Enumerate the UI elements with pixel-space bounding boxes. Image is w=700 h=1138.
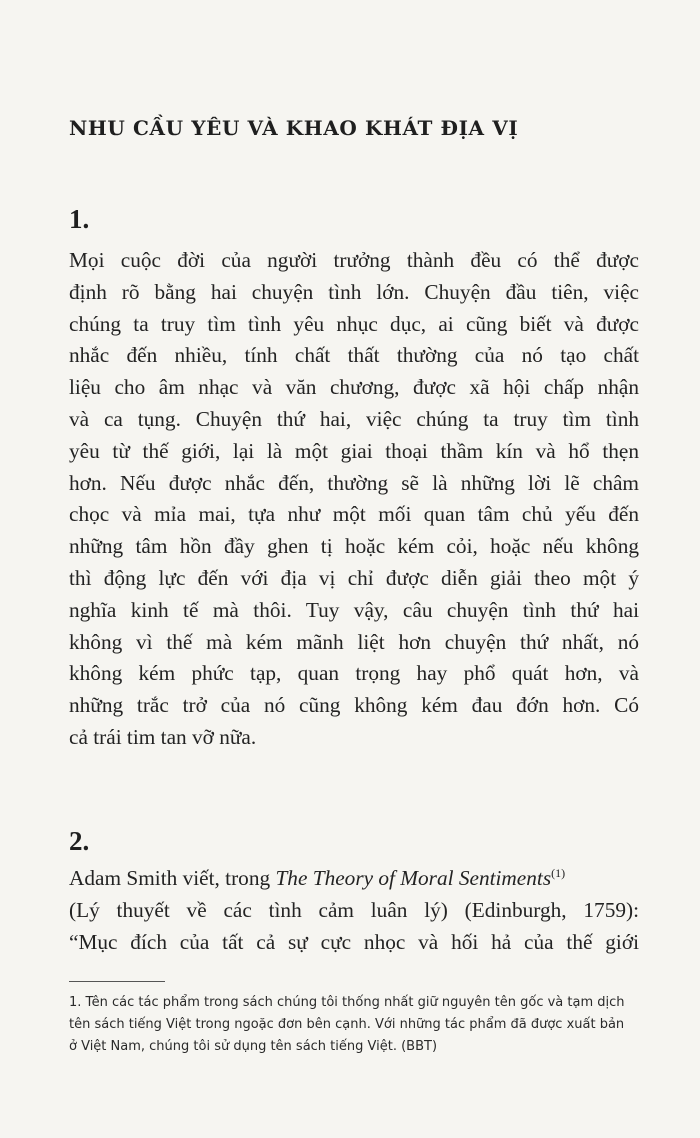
paragraph-line: những trắc trở của nó cũng không kém đau đớn hơn. Có bbox=[69, 693, 639, 718]
paragraph-line: những tâm hồn đầy ghen tị hoặc kém cỏi, hoặc nếu không bbox=[69, 534, 639, 559]
footnote-line: ở Việt Nam, chúng tôi sử dụng tên sách tiếng Việt. (BBT) bbox=[69, 1039, 438, 1054]
paragraph-line: chọc và mỉa mai, tựa như một mối quan tâm chủ yếu đến bbox=[69, 502, 639, 527]
paragraph-line: không kém phức tạp, quan trọng hay phổ quát hơn, và bbox=[69, 661, 639, 686]
book-title: The Theory of Moral Sentiments bbox=[275, 866, 552, 890]
paragraph-line: định rõ bằng hai chuyện tình lớn. Chuyện đầu tiên, việc bbox=[69, 279, 639, 304]
citation-lead-text: Adam Smith viết, trong bbox=[69, 866, 276, 890]
paragraph-line: “Mục đích của tất cả sự cực nhọc và hối hả của thế giới bbox=[69, 929, 639, 954]
paragraph-line: (Lý thuyết về các tình cảm luân lý) (Edinburgh, 1759): bbox=[69, 897, 639, 922]
paragraph-line: nhắc đến nhiều, tính chất thất thường của nó tạo chất bbox=[69, 343, 639, 368]
paragraph-line: thì động lực đến với địa vị chỉ được diễn giải theo một ý bbox=[69, 565, 639, 590]
paragraph-line: liệu cho âm nhạc và văn chương, được xã hội chấp nhận bbox=[69, 375, 639, 400]
section-number-1: 1. bbox=[69, 204, 90, 234]
footnote-line: 1. Tên các tác phẩm trong sách chúng tôi thống nhất giữ nguyên tên gốc và tạm dịch bbox=[69, 995, 625, 1010]
section-1-paragraph bbox=[69, 245, 639, 754]
paragraph-line: không vì thế mà kém mãnh liệt hơn chuyện thứ nhất, nó bbox=[69, 629, 639, 654]
footnote-line: tên sách tiếng Việt trong ngoặc đơn bên cạnh. Với những tác phẩm đã được xuất bản bbox=[69, 1017, 625, 1032]
section-2-paragraph bbox=[69, 863, 639, 958]
footnote-divider bbox=[69, 981, 165, 982]
paragraph-line: Mọi cuộc đời của người trưởng thành đều có thể được bbox=[69, 248, 639, 272]
footnote bbox=[69, 992, 639, 1058]
paragraph-line: yêu từ thế giới, lại là một giai thoại thầm kín và hổ thẹn bbox=[69, 438, 639, 463]
chapter-title: NHU CẦU YÊU VÀ KHAO KHÁT ĐỊA VỊ bbox=[69, 116, 519, 140]
paragraph-line bbox=[69, 863, 639, 895]
paragraph-line: chúng ta truy tìm tình yêu nhục dục, ai cũng biết và được bbox=[69, 311, 639, 336]
section-number-2: 2. bbox=[69, 826, 90, 856]
paragraph-line: hơn. Nếu được nhắc đến, thường sẽ là những lời lẽ châm bbox=[69, 470, 639, 495]
paragraph-line: cả trái tim tan vỡ nữa. bbox=[69, 724, 257, 749]
paragraph-line: và ca tụng. Chuyện thứ hai, việc chúng ta truy tìm tình bbox=[69, 406, 639, 431]
footnote-reference[interactable]: (1) bbox=[551, 866, 566, 880]
paragraph-line: nghĩa kinh tế mà thôi. Tuy vậy, câu chuyện tình thứ hai bbox=[69, 597, 639, 622]
